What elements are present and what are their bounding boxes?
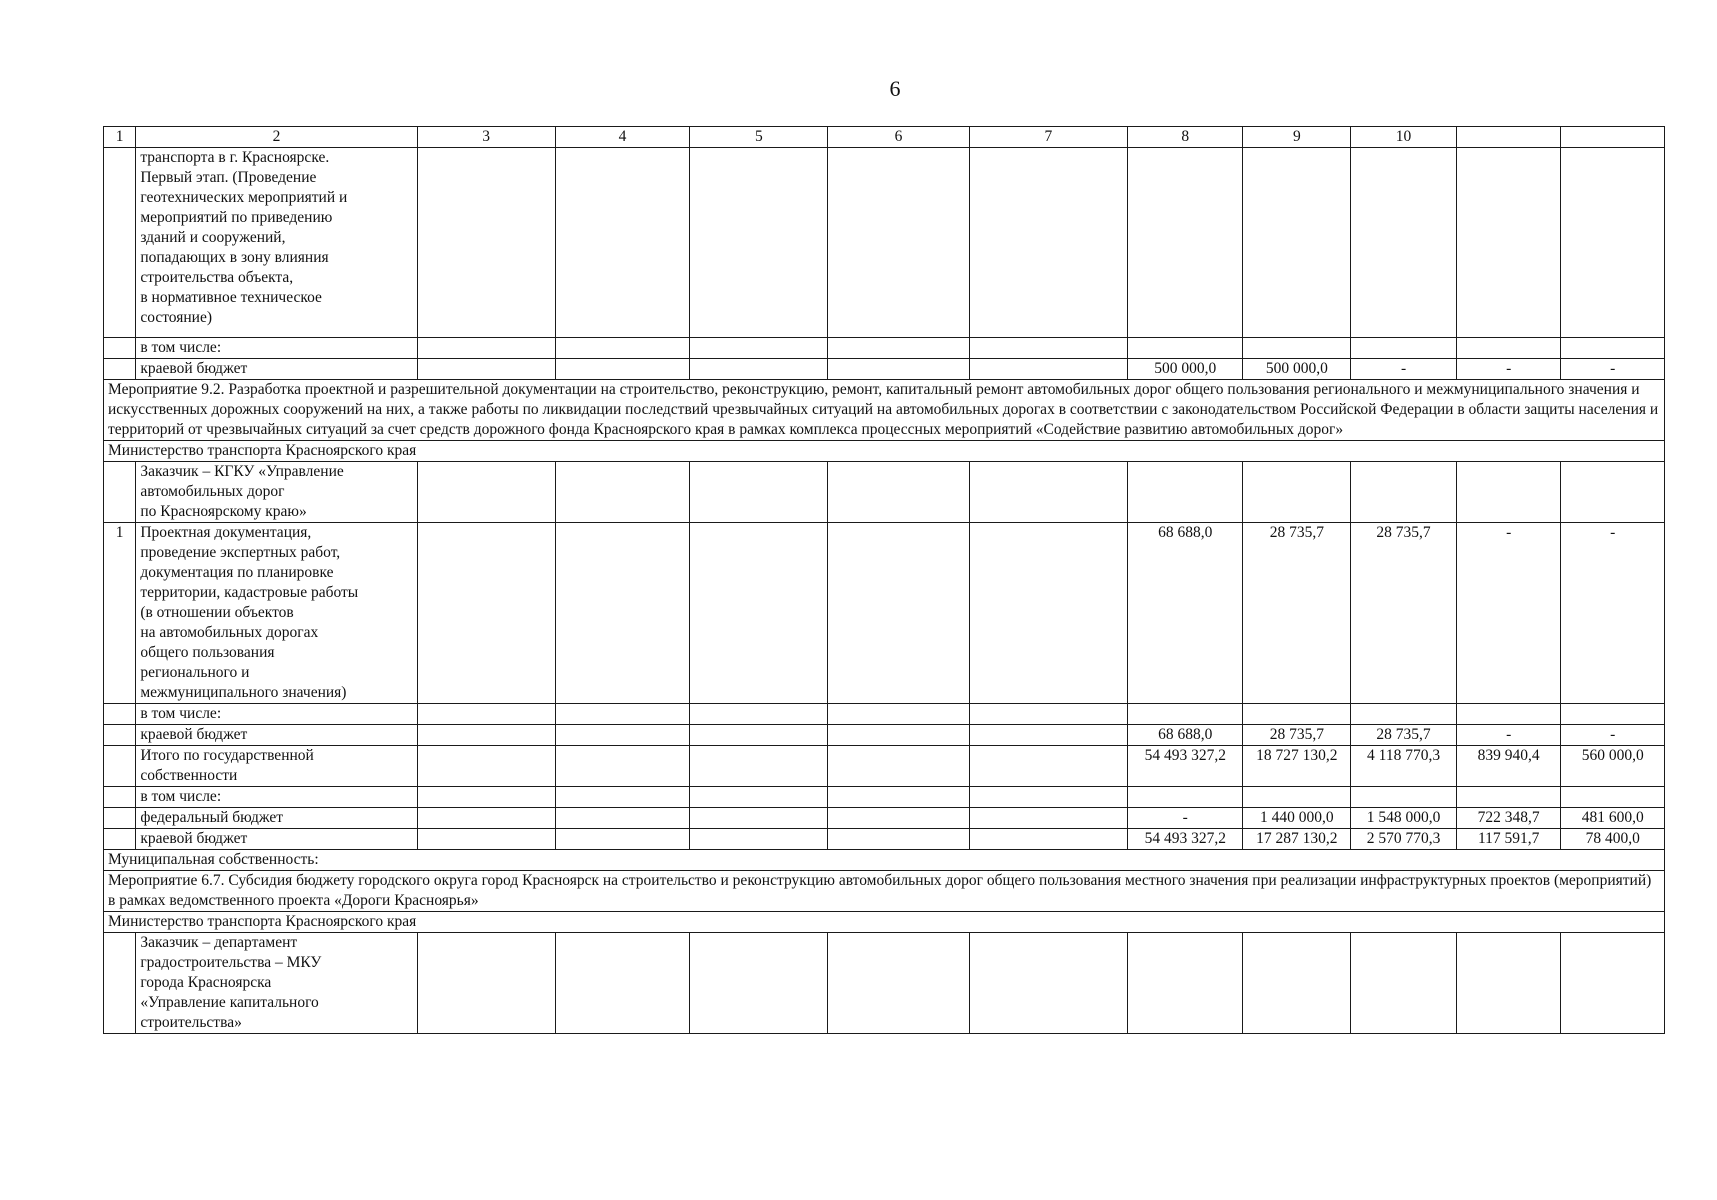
value-cell: 54 493 327,2 [1128, 746, 1243, 787]
value-cell: 28 735,7 [1243, 523, 1351, 704]
value-cell: 1 440 000,0 [1243, 808, 1351, 829]
table-row [104, 933, 1665, 1034]
table-row [104, 808, 1665, 829]
measure-heading: Мероприятие 6.7. Субсидия бюджету городского округа город Красноярск на строительство и реконструкцию автомобильных дорог общего пользования местного значения при реализации инфраструктурных проектов (мероприятий) в рамках ведомственного проекта «Дороги Красноярья» [104, 871, 1665, 912]
value-cell: 28 735,7 [1243, 725, 1351, 746]
table-row [104, 462, 1665, 523]
header-col-5: 5 [690, 127, 828, 148]
header-col-4: 4 [555, 127, 690, 148]
value-cell: 481 600,0 [1561, 808, 1665, 829]
value-cell: 722 348,7 [1456, 808, 1561, 829]
row-name: транспорта в г. Красноярске. Первый этап. (Проведение геотехнических мероприятий и мероприятий по приведению зданий и сооружений, попадающих в зону влияния строительства объекта, в нормативное техническое состояние) [136, 148, 417, 338]
value-cell: 68 688,0 [1128, 523, 1243, 704]
value-cell: 18 727 130,2 [1243, 746, 1351, 787]
value-cell: 2 570 770,3 [1351, 829, 1457, 850]
value-cell: 54 493 327,2 [1128, 829, 1243, 850]
table-row [104, 338, 1665, 359]
value-cell: - [1561, 359, 1665, 380]
row-name: Заказчик – департамент градостроительства – МКУ города Красноярска «Управление капитального строительства» [136, 933, 417, 1034]
value-cell: 1 548 000,0 [1351, 808, 1457, 829]
value-cell: 839 940,4 [1456, 746, 1561, 787]
value-cell: 68 688,0 [1128, 725, 1243, 746]
header-col-11 [1456, 127, 1561, 148]
row-name: краевой бюджет [136, 359, 417, 380]
table-row [104, 523, 1665, 704]
header-col-1: 1 [104, 127, 136, 148]
row-name: Проектная документация, проведение экспертных работ, документация по планировке территории, кадастровые работы (в отношении объектов на автомобильных дорогах общего пользования регионального и межмуниципального значения) [136, 523, 417, 704]
header-col-2: 2 [136, 127, 417, 148]
row-name: краевой бюджет [136, 829, 417, 850]
value-cell: 17 287 130,2 [1243, 829, 1351, 850]
table-row [104, 725, 1665, 746]
row-number: 1 [104, 523, 136, 704]
value-cell: 560 000,0 [1561, 746, 1665, 787]
ownership-heading: Муниципальная собственность: [104, 850, 1665, 871]
value-cell: 4 118 770,3 [1351, 746, 1457, 787]
row-name: краевой бюджет [136, 725, 417, 746]
header-col-6: 6 [828, 127, 969, 148]
value-cell: - [1456, 359, 1561, 380]
ministry-heading: Министерство транспорта Красноярского края [104, 912, 1665, 933]
value-cell: - [1128, 808, 1243, 829]
row-name: в том числе: [136, 338, 417, 359]
measure-heading: Мероприятие 9.2. Разработка проектной и разрешительной документации на строительство, реконструкцию, ремонт, капитальный ремонт автомобильных дорог общего пользования регионального и межмуниципального значения и искусственных дорожных сооружений на них, а также работы по ликвидации последствий чрезвычайных ситуаций на автомобильных дорогах в соответствии с законодательством Российской Федерации в области защиты населения и территорий от чрезвычайных ситуаций за счет средств дорожного фонда Красноярского края в рамках комплекса процессных мероприятий «Содействие развитию автомобильных дорог» [104, 380, 1665, 441]
value-cell: - [1351, 359, 1457, 380]
header-col-7: 7 [969, 127, 1127, 148]
value-cell: 28 735,7 [1351, 725, 1457, 746]
row-name: Итого по государственной собственности [136, 746, 417, 787]
row-name: в том числе: [136, 787, 417, 808]
table-row [104, 380, 1665, 441]
table-row [104, 829, 1665, 850]
value-cell: - [1561, 725, 1665, 746]
header-col-9: 9 [1243, 127, 1351, 148]
page-number: 6 [889, 76, 901, 101]
table-row [104, 148, 1665, 338]
budget-table [103, 126, 1665, 1034]
table-row [104, 787, 1665, 808]
table-row [104, 704, 1665, 725]
value-cell: - [1561, 523, 1665, 704]
row-name: Заказчик – КГКУ «Управление автомобильных дорог по Красноярскому краю» [136, 462, 417, 523]
header-col-10: 10 [1351, 127, 1457, 148]
value-cell: 28 735,7 [1351, 523, 1457, 704]
table-row [104, 746, 1665, 787]
table-row [104, 359, 1665, 380]
ministry-heading: Министерство транспорта Красноярского края [104, 441, 1665, 462]
value-cell: 78 400,0 [1561, 829, 1665, 850]
value-cell: 500 000,0 [1243, 359, 1351, 380]
value-cell: - [1456, 523, 1561, 704]
value-cell: 500 000,0 [1128, 359, 1243, 380]
header-col-12 [1561, 127, 1665, 148]
table-row [104, 441, 1665, 462]
table-row [104, 871, 1665, 912]
header-col-3: 3 [417, 127, 555, 148]
header-row [104, 127, 1665, 148]
value-cell: - [1456, 725, 1561, 746]
table-row [104, 912, 1665, 933]
table-row [104, 850, 1665, 871]
value-cell: 117 591,7 [1456, 829, 1561, 850]
row-name: в том числе: [136, 704, 417, 725]
header-col-8: 8 [1128, 127, 1243, 148]
row-name: федеральный бюджет [136, 808, 417, 829]
